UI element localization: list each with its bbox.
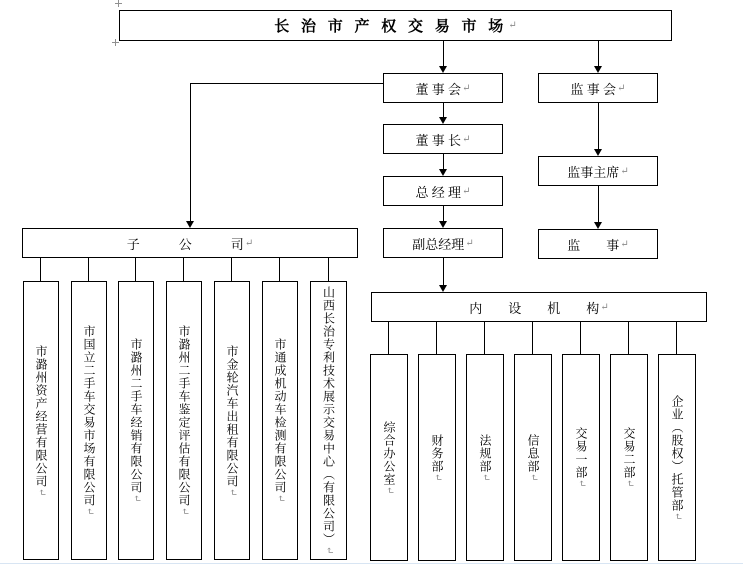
chairman-label: 董 事 长 — [415, 132, 462, 148]
subsidiary-box — [310, 281, 347, 560]
connector-subsidiary-stub — [231, 258, 232, 281]
connector-department-stub — [676, 322, 677, 354]
anchor-handle-icon — [112, 39, 119, 46]
return-mark: ↵ — [462, 82, 471, 94]
connector-department-stub — [532, 322, 533, 354]
department-box — [370, 354, 408, 561]
connector-board-subsidiaries-horizontal — [190, 83, 383, 84]
subsidiary-label: 市金轮汽车出租有限公司 — [225, 344, 239, 488]
subsidiary-box — [118, 281, 154, 560]
return-mark: ↵ — [384, 485, 395, 495]
chairman-box — [383, 124, 503, 154]
connector-subsidiary-stub — [328, 258, 329, 281]
arrowhead-icon — [439, 169, 447, 176]
supervisory-board-label: 监 事 会 — [570, 81, 617, 97]
general-manager-label: 总 经 理 — [415, 184, 462, 200]
subsidiary-label: 市国立二手车交易市场有限公司 — [82, 325, 96, 508]
supervisory-board-box — [538, 73, 658, 103]
connector-subsidiary-stub — [135, 258, 136, 281]
arrowhead-icon — [594, 222, 602, 229]
connector-department-stub — [580, 322, 581, 354]
subsidiary-label: 市潞州二手车鉴定评估有限公司 — [177, 325, 191, 508]
connector-department-stub — [628, 322, 629, 354]
department-box — [658, 354, 696, 561]
connector-subsidiary-stub — [279, 258, 280, 281]
arrowhead-icon — [439, 285, 447, 292]
return-mark: ↵ — [617, 82, 626, 94]
return-mark: ↵ — [672, 511, 683, 521]
department-label: 交易一部 — [574, 427, 588, 480]
return-mark: ↵ — [600, 301, 609, 313]
subsidiary-box — [166, 281, 202, 560]
supervisor-label: 监 事 — [567, 237, 620, 253]
chief-supervisor-label: 监事主席 — [567, 164, 620, 180]
subsidiary-box — [23, 281, 59, 560]
connector-title-board — [443, 41, 444, 66]
return-mark: ↵ — [624, 479, 635, 488]
general-manager-box — [383, 176, 503, 206]
return-mark: ↵ — [528, 472, 539, 482]
subsidiaries-header-label: 子 公 司 — [126, 236, 244, 252]
return-mark: ↵ — [227, 487, 238, 497]
page-edge-line — [0, 563, 743, 564]
department-label: 企业（股权）托管部 — [670, 394, 684, 512]
subsidiary-label: 市通成机动车检测有限公司 — [273, 338, 287, 495]
department-box — [514, 354, 552, 561]
deputy-general-manager-box — [383, 228, 503, 258]
subsidiary-box — [262, 281, 298, 560]
departments-header-box — [371, 292, 707, 322]
arrowhead-icon — [594, 149, 602, 156]
board-of-directors-box — [383, 73, 503, 103]
return-mark: ↵ — [432, 472, 443, 482]
connector-board-subsidiaries-vertical — [190, 83, 191, 221]
supervisor-box — [538, 229, 658, 259]
return-mark: ↵ — [179, 507, 190, 516]
subsidiary-label: 山西长治专利技术展示交易中心（有限公司） — [321, 286, 336, 547]
return-mark: ↵ — [323, 546, 335, 555]
connector-subsidiary-stub — [88, 258, 89, 281]
connector-supboard-chiefsup — [598, 103, 599, 149]
connector-gm-dgm — [443, 206, 444, 221]
department-box — [610, 354, 648, 561]
department-box — [418, 354, 456, 561]
arrowhead-icon — [439, 221, 447, 228]
return-mark: ↵ — [244, 237, 254, 249]
department-box — [466, 354, 504, 561]
return-mark: ↵ — [465, 237, 474, 249]
connector-title-supervisory-board — [598, 41, 599, 66]
return-mark: ↵ — [131, 494, 142, 503]
subsidiaries-header-box — [22, 228, 358, 258]
department-label: 财务部 — [430, 433, 444, 473]
return-mark: ↵ — [620, 238, 629, 250]
subsidiary-label: 市潞州二手车经销有限公司 — [129, 338, 143, 495]
department-label: 交易二部 — [622, 427, 636, 480]
return-mark: ↵ — [462, 133, 471, 145]
arrowhead-icon — [439, 117, 447, 124]
board-of-directors-label: 董 事 会 — [415, 81, 462, 97]
page-title: 长 治 市 产 权 交 易 市 场 — [274, 19, 508, 35]
chief-supervisor-box — [538, 156, 658, 186]
title-box — [119, 10, 672, 41]
connector-chairman-gm — [443, 154, 444, 169]
connector-department-stub — [388, 322, 389, 354]
connector-dgm-departments — [443, 258, 444, 285]
anchor-handle-icon — [115, 0, 122, 7]
return-mark: ↵ — [480, 472, 491, 482]
subsidiary-box — [71, 281, 107, 560]
department-label: 信息部 — [526, 433, 540, 473]
department-label: 法规部 — [478, 433, 492, 473]
connector-subsidiary-stub — [40, 258, 41, 281]
subsidiary-label: 市潞州资产经营有限公司 — [34, 344, 48, 488]
connector-department-stub — [436, 322, 437, 354]
department-label: 综合办公室 — [382, 420, 396, 486]
return-mark: ↵ — [620, 165, 629, 177]
return-mark: ↵ — [462, 185, 471, 197]
arrowhead-icon — [186, 221, 194, 228]
connector-subsidiary-stub — [183, 258, 184, 281]
return-mark: ↵ — [508, 20, 517, 31]
connector-board-chairman — [443, 103, 444, 117]
return-mark: ↵ — [576, 479, 587, 488]
return-mark: ↵ — [275, 494, 286, 503]
connector-department-stub — [484, 322, 485, 354]
arrowhead-icon — [439, 66, 447, 73]
arrowhead-icon — [594, 66, 602, 73]
departments-header-label: 内 设 机 构 — [469, 300, 600, 316]
subsidiary-box — [214, 281, 250, 560]
return-mark: ↵ — [36, 487, 47, 497]
department-box — [562, 354, 600, 561]
return-mark: ↵ — [84, 507, 95, 516]
connector-chiefsup-supervisor — [598, 186, 599, 222]
deputy-general-manager-label: 副总经理 — [412, 236, 465, 252]
